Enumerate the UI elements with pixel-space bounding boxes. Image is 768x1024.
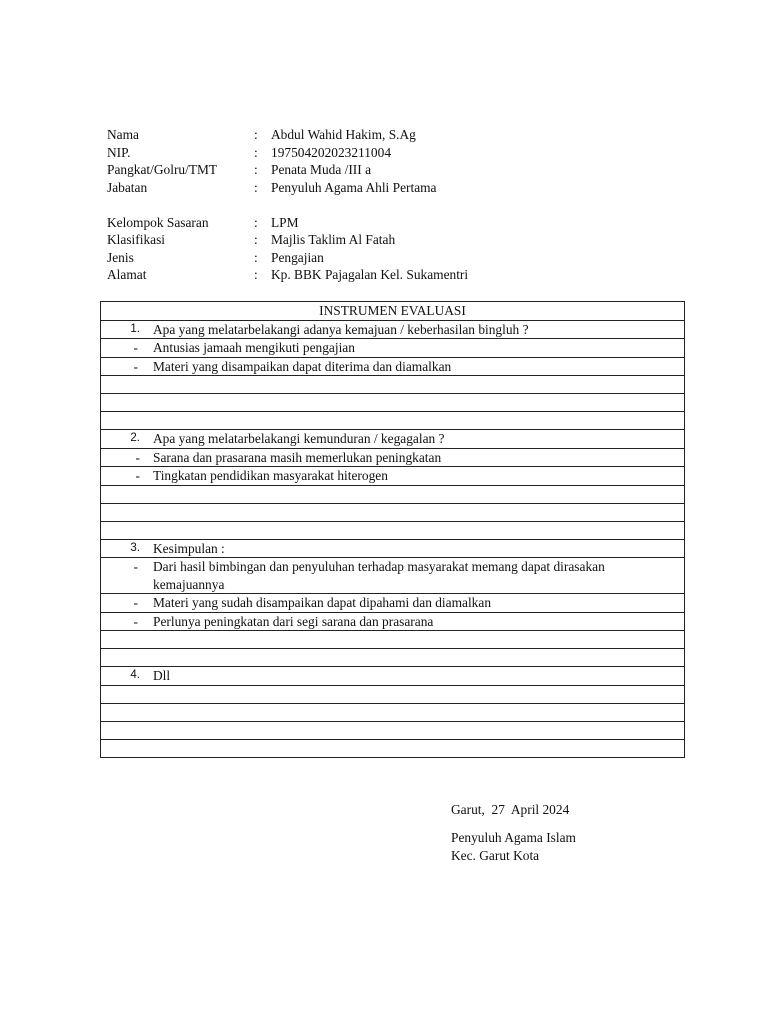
table-cell <box>101 448 685 467</box>
info-value: Majlis Taklim Al Fatah <box>271 232 396 247</box>
info-colon: : <box>254 144 258 160</box>
answer-text: Dari hasil bimbingan dan penyuluhan terhadap masyarakat memang dapat dirasakan kemajuannya <box>153 559 605 592</box>
question-text: Apa yang melatarbelakangi adanya kemajuan / keberhasilan bingluh ? <box>153 321 529 337</box>
answer-row <box>101 558 685 594</box>
empty-row <box>101 739 685 757</box>
bullet-dash: - <box>133 340 138 355</box>
signature-office: Kec. Garut Kota <box>451 848 540 863</box>
table-title: INSTRUMEN EVALUASI <box>101 302 685 321</box>
empty-cell <box>101 685 685 703</box>
empty-row <box>101 412 685 430</box>
question-text: Apa yang melatarbelakangi kemunduran / kegagalan ? <box>153 431 445 446</box>
answer-text: Tingkatan pendidikan masyarakat hiterogen <box>153 468 388 483</box>
info-label: Pangkat/Golru/TMT <box>107 162 218 177</box>
info-row-pangkat <box>107 161 667 179</box>
answer-row <box>101 357 685 376</box>
empty-row <box>101 685 685 703</box>
info-colon: : <box>254 267 258 282</box>
answer-row <box>101 448 685 467</box>
info-colon: : <box>254 232 258 247</box>
info-colon: : <box>254 249 258 265</box>
info-row-klasifikasi <box>107 231 667 249</box>
info-colon: : <box>254 214 258 230</box>
info-value: Penyuluh Agama Ahli Pertama <box>271 179 437 195</box>
bullet-dash: - <box>133 613 138 629</box>
info-row-jenis <box>107 249 667 267</box>
item <box>101 467 684 485</box>
empty-cell <box>101 485 685 503</box>
answer-text: Antusias jamaah mengikuti pengajian <box>153 340 355 355</box>
table-cell <box>101 667 685 686</box>
item <box>101 613 684 631</box>
item <box>101 449 684 467</box>
table-cell <box>101 539 685 558</box>
empty-row <box>101 703 685 721</box>
empty-cell <box>101 739 685 757</box>
info-colon: : <box>254 127 258 142</box>
item <box>101 321 684 339</box>
empty-cell <box>101 521 685 539</box>
answer-row <box>101 594 685 613</box>
header-info <box>107 126 667 284</box>
empty-cell <box>101 649 685 667</box>
item <box>101 358 684 376</box>
empty-cell <box>101 721 685 739</box>
question-number: 2. <box>130 432 140 444</box>
bullet-dash: - <box>135 449 140 465</box>
info-label: Kelompok Sasaran <box>107 214 209 230</box>
info-value: LPM <box>271 214 299 230</box>
bullet-dash: - <box>135 468 140 483</box>
info-row-jabatan <box>107 179 667 197</box>
info-label: Nama <box>107 127 139 142</box>
info-label: Jabatan <box>107 179 148 195</box>
table-cell <box>101 612 685 631</box>
table-title-row <box>101 302 685 321</box>
answer-row <box>101 339 685 358</box>
empty-cell <box>101 503 685 521</box>
info-value: 197504202023211004 <box>271 144 392 160</box>
question-number: 1. <box>130 322 140 335</box>
question-text: Dll <box>153 668 171 683</box>
question-row <box>101 320 685 339</box>
empty-cell <box>101 412 685 430</box>
empty-row <box>101 649 685 667</box>
table-cell <box>101 467 685 486</box>
table-cell <box>101 339 685 358</box>
info-colon: : <box>254 162 258 177</box>
evaluation-table <box>100 301 685 758</box>
question-number: 3. <box>130 541 140 554</box>
info-value: Pengajian <box>271 249 324 265</box>
question-number: 4. <box>130 669 140 681</box>
item <box>101 339 684 357</box>
empty-row <box>101 394 685 412</box>
answer-text: Sarana dan prasarana masih memerlukan peningkatan <box>153 449 442 465</box>
empty-cell <box>101 394 685 412</box>
table-cell <box>101 558 685 594</box>
empty-cell <box>101 703 685 721</box>
info-value: Abdul Wahid Hakim, S.Ag <box>271 127 416 142</box>
item <box>101 430 684 448</box>
info-row-kelompok <box>107 214 667 232</box>
info-colon: : <box>254 179 258 195</box>
table-cell <box>101 357 685 376</box>
info-row-alamat <box>107 266 667 284</box>
info-label: Alamat <box>107 267 147 282</box>
item <box>101 594 684 612</box>
empty-cell <box>101 631 685 649</box>
spacer <box>107 196 667 214</box>
item <box>101 540 684 558</box>
signature-date: Garut, 27 April 2024 <box>451 802 570 817</box>
answer-text: Materi yang disampaikan dapat diterima dan diamalkan <box>153 358 452 374</box>
table-cell <box>101 430 685 449</box>
info-value: Penata Muda /III a <box>271 162 372 177</box>
info-value: Kp. BBK Pajagalan Kel. Sukamentri <box>271 267 469 282</box>
empty-row <box>101 485 685 503</box>
answer-text: Materi yang sudah disampaikan dapat dipahami dan diamalkan <box>153 595 492 610</box>
answer-text: Perlunya peningkatan dari segi sarana dan prasarana <box>153 613 434 629</box>
empty-row <box>101 521 685 539</box>
bullet-dash: - <box>133 559 138 574</box>
empty-row <box>101 721 685 739</box>
question-row <box>101 667 685 686</box>
question-text: Kesimpulan : <box>153 540 225 556</box>
empty-row <box>101 503 685 521</box>
signature-block <box>451 801 751 865</box>
question-row <box>101 430 685 449</box>
empty-row <box>101 631 685 649</box>
table-cell <box>101 320 685 339</box>
question-row <box>101 539 685 558</box>
answer-row <box>101 467 685 486</box>
empty-row <box>101 376 685 394</box>
bullet-dash: - <box>133 595 138 610</box>
info-label: NIP. <box>107 144 131 160</box>
info-row-nama <box>107 126 667 144</box>
answer-row <box>101 612 685 631</box>
signature-role: Penyuluh Agama Islam <box>451 830 576 845</box>
item <box>101 667 684 685</box>
info-label: Klasifikasi <box>107 232 166 247</box>
bullet-dash: - <box>133 358 138 374</box>
item <box>101 558 684 593</box>
empty-cell <box>101 376 685 394</box>
info-row-nip <box>107 144 667 162</box>
info-label: Jenis <box>107 249 134 265</box>
table-cell <box>101 594 685 613</box>
